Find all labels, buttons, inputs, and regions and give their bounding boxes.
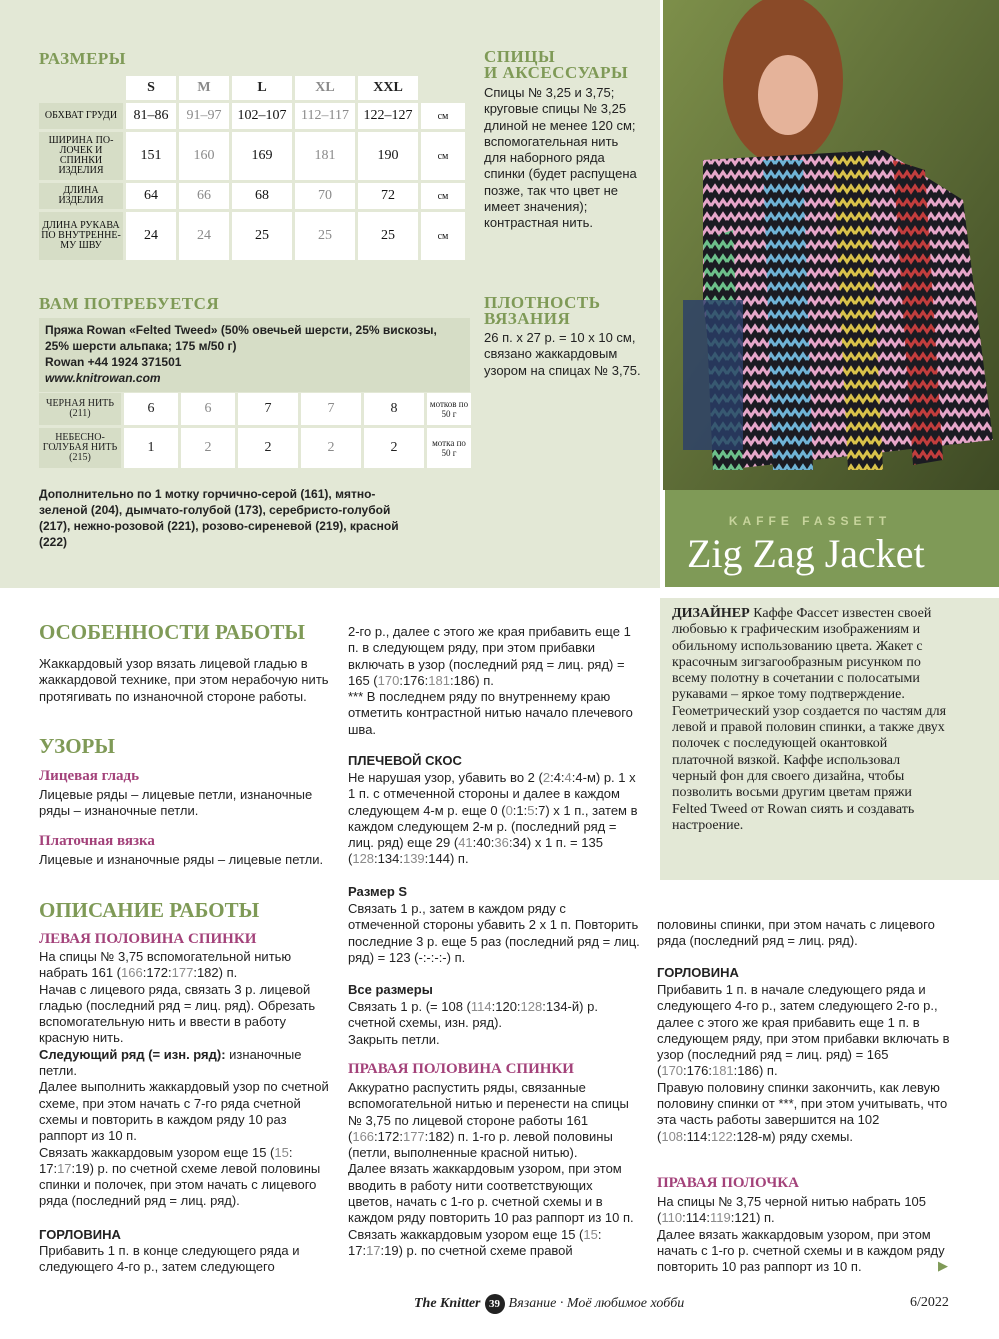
text: 5 — [527, 802, 535, 818]
text: :114: — [683, 1128, 711, 1144]
size-header: M — [179, 76, 229, 100]
cell: 160 — [179, 132, 229, 180]
designer-text — [672, 606, 947, 834]
text: Прибавить 1 п. в начале следующего ряда и следующего 4-го р., затем следующего 2-го р., далее с этого же края прибавить еще 1 п. в следующем ряду, при этом прибавки включать в узор (последний ряд = лиц. ряд) = 165 ( — [657, 982, 950, 1079]
text: Аккуратно распустить ряды, связанные вспомогательной нитью и перенести на спицы № 3,75 по лицевой стороне работы 161 ( — [348, 1080, 629, 1144]
text: :40: — [472, 835, 495, 851]
cell: 102–107 — [232, 103, 292, 129]
row-label: ШИРИНА ПО-ЛОЧЕК И СПИНКИ ИЗДЕЛИЯ — [39, 132, 123, 180]
garter-text: Лицевые и изнаночные ряды – лицевые петли. — [39, 852, 324, 867]
size-s-title: Размер S — [348, 884, 408, 899]
text: 108 — [661, 1128, 684, 1144]
text: Связать жаккардовым узором еще 15 ( — [348, 1226, 584, 1242]
title-box — [665, 490, 999, 587]
text: :19) р. по счетной схеме правой — [380, 1242, 573, 1258]
yarn-phone: Rowan +44 1924 371501 — [45, 355, 182, 369]
magazine-subtitle: Вязание · Моё любимое хобби — [508, 1296, 685, 1311]
text: 15 — [274, 1144, 289, 1160]
cell: 66 — [179, 183, 229, 209]
text: На спицы № 3,75 черной нитью набрать 105 ( — [657, 1194, 927, 1226]
right-back-text — [348, 1080, 640, 1259]
neck-title-right: ГОРЛОВИНА — [657, 965, 739, 980]
text: Не нарушая узор, убавить во 2 ( — [348, 770, 543, 785]
text: 36 — [494, 835, 509, 851]
text: :176: — [399, 672, 429, 688]
page-title: Zig Zag Jacket — [687, 531, 925, 576]
unit-cell: см — [421, 183, 465, 209]
text: 166 — [121, 965, 143, 981]
size-s-text: Связать 1 р., затем в каждом ряду с отмеченной стороны убавить 2 х 1 п. Повторить последние 3 р. еще 5 раз (последний ряд = лиц. ряд) = 123 (-:-:-:-) п. — [348, 901, 640, 965]
text: 177 — [171, 965, 194, 981]
all-sizes-text — [348, 999, 640, 1048]
lb-para3: Далее выполнить жаккардовый узор по счетной схеме, при этом начать с 7-го ряда счетной схемы и повторить в каждом ряду 10 раз раппорт из 10 п. — [39, 1079, 329, 1144]
right-back-title: ПРАВАЯ ПОЛОВИНА СПИНКИ — [348, 1061, 574, 1077]
all-para2: Закрыть петли. — [348, 1031, 440, 1047]
neck-title-left: ГОРЛОВИНА — [39, 1227, 121, 1242]
features-title: ОСОБЕННОСТИ РАБОТЫ — [39, 620, 306, 644]
unit-cell: см — [421, 132, 465, 180]
text: :121) п. — [730, 1210, 775, 1226]
yarn-info-box — [39, 318, 470, 392]
text: :186) п. — [449, 672, 494, 688]
col2-para2: *** В последнем ряду по внутреннему краю отметить контрастной нитью начало плечевого шва. — [348, 689, 633, 737]
cell: 25 — [232, 212, 292, 260]
cell: 181 — [295, 132, 355, 180]
row-label: ДЛИНА РУКАВА ПО ВНУТРЕННЕ-МУ ШВУ — [39, 212, 123, 260]
cell: 68 — [232, 183, 292, 209]
cell: 122–127 — [358, 103, 418, 129]
rb-para2: Далее вязать жаккардовым узором, при этом вводить в работу нити соответствующих цветов, начать с 1-го р. счетной схемы и в каждом ряду повторить 10 раз раппорт из 10 п. — [348, 1161, 634, 1226]
neck-text-right — [657, 982, 955, 1145]
lb-para1 — [39, 949, 334, 982]
gauge-text: 26 п. х 27 р. = 10 х 10 см, связано жаккардовым узором на спицах № 3,75. — [484, 330, 641, 378]
text: Правую половину спинки закончить, как левую половину спинки от ***, при этом учитывать, что эта часть работы завершится на 102 ( — [657, 1079, 948, 1144]
text: :114: — [682, 1210, 711, 1226]
cell: 64 — [126, 183, 176, 209]
size-header: S — [126, 76, 176, 100]
text: 122 — [711, 1128, 733, 1144]
text: :7) х 1 п., затем в каждом следующем 2-м р. (последний ряд = лиц. ряд) еще 29 ( — [348, 802, 638, 851]
sizes-title: РАЗМЕРЫ — [39, 49, 126, 68]
cell: 91–97 — [179, 103, 229, 129]
left-back-text — [39, 949, 334, 1210]
text: : 17: — [39, 1144, 293, 1176]
text: :134: — [374, 851, 403, 867]
unit-cell: мотков по 50 г — [427, 393, 471, 425]
text: :186) п. — [733, 1063, 778, 1079]
yarn-description: Пряжа Rowan «Felted Tweed» (50% овечьей шерсти, 25% вискозы, 25% шерсти альпака; 175 м/50 г) — [45, 323, 437, 353]
col2-para1 — [348, 624, 640, 689]
issue-number: 6/2022 — [910, 1295, 949, 1310]
right-front-title: ПРАВАЯ ПОЛОЧКА — [657, 1175, 799, 1191]
yarn-table — [36, 390, 474, 471]
materials-title: ВАМ ПОТРЕБУЕТСЯ — [39, 294, 220, 313]
patterns-title: УЗОРЫ — [39, 734, 116, 758]
text: :144) п. — [424, 851, 469, 867]
cell: 2 — [301, 428, 361, 468]
description-title: ОПИСАНИЕ РАБОТЫ — [39, 898, 260, 922]
row-label: ДЛИНА ИЗДЕЛИЯ — [39, 183, 123, 209]
text: 170 — [377, 672, 400, 688]
garter-title: Платочная вязка — [39, 833, 155, 849]
designer-label: ДИЗАЙНЕР — [672, 606, 750, 621]
left-back-title: ЛЕВАЯ ПОЛОВИНА СПИНКИ — [39, 931, 257, 947]
shoulder-title: ПЛЕЧЕВОЙ СКОС — [348, 753, 462, 768]
neck-right-para2 — [657, 1080, 955, 1145]
cell: 24 — [126, 212, 176, 260]
cell: 25 — [358, 212, 418, 260]
cell: 169 — [232, 132, 292, 180]
lb-next-row — [39, 1047, 334, 1080]
text: 128 — [520, 999, 543, 1014]
rf-para1 — [657, 1194, 955, 1227]
cell: 24 — [179, 212, 229, 260]
cell: 190 — [358, 132, 418, 180]
jacket-illustration — [663, 0, 999, 490]
text: 2 — [542, 770, 551, 785]
needles-text: Спицы № 3,25 и 3,75; круговые спицы № 3,25 длиной не менее 120 см; вспомогательная нить для наборного ряда спинки (будет распущена позже, так что цвет не имеет значения); контрастная нить. — [484, 85, 637, 231]
text: 4 — [564, 770, 572, 785]
text: :4: — [550, 770, 565, 785]
text: :1: — [512, 802, 528, 818]
extra-yarns: Дополнительно по 1 мотку горчично-серой (161), мятно-зеленой (204), дымчато-голубой (173), серебристо-голубой (217), нежно-розовой (221), розово-сиреневой (219), красной (222) — [39, 487, 399, 549]
designer-box — [660, 598, 999, 880]
col2-text-top — [348, 624, 640, 738]
lb-next-text: изнаночные петли. — [39, 1046, 302, 1079]
text: 177 — [402, 1128, 425, 1144]
neck-right-para1 — [657, 982, 955, 1080]
cell: 2 — [364, 428, 424, 468]
text: :128-м) ряду схемы. — [732, 1128, 854, 1144]
text: :182) п. 1-го р. левой половины (петли, выполненные красной нитью). — [348, 1128, 613, 1161]
rf-para2: Далее вязать жаккардовым узором, при этом начать с 1-го р. счетной схемы и в каждом ряду повторить 10 раз раппорт из 10 п. — [657, 1226, 945, 1275]
gauge-title-line2: ВЯЗАНИЯ — [484, 309, 571, 328]
footer — [414, 1294, 684, 1314]
text: 15 — [583, 1226, 598, 1242]
all-para1 — [348, 999, 640, 1032]
cell: 81–86 — [126, 103, 176, 129]
text: 110 — [661, 1210, 683, 1226]
neck-text-left: Прибавить 1 п. в конце следующего ряда и следующего 4-го р., затем следующего — [39, 1243, 300, 1275]
gauge-title — [484, 295, 600, 327]
size-header: XL — [295, 76, 355, 100]
cell: 1 — [124, 428, 178, 468]
needles-title-line2: И АКСЕССУАРЫ — [484, 63, 629, 82]
gauge-title-line1: ПЛОТНОСТЬ — [484, 293, 601, 312]
lb-para2: Начав с лицевого ряда, связать 3 р. лицевой гладью (последний ряд = лиц. ряд). Обрезать вспомогательную нить и ввести в работу красную нить. — [39, 981, 316, 1046]
shoulder-text — [348, 770, 640, 868]
text: 114 — [470, 999, 492, 1014]
text: На спицы № 3,75 вспомогательной нитью набрать 161 ( — [39, 949, 292, 981]
page-number: 39 — [485, 1294, 505, 1314]
sizes-table — [36, 73, 468, 263]
unit-cell: см — [421, 103, 465, 129]
unit-cell: мотка по 50 г — [427, 428, 471, 468]
yarn-website: www.knitrowan.com — [45, 371, 161, 385]
designer-name: KAFFE FASSETT — [728, 514, 892, 528]
text: Связать 1 р. (= 108 ( — [348, 999, 471, 1014]
text: :4-м) р. 1 х 1 п. с отмеченной стороны и далее в каждом следующем 4-м р. еще 0 ( — [348, 770, 636, 818]
cell: 6 — [124, 393, 178, 425]
yarn-row-label: ЧЕРНАЯ НИТЬ (211) — [39, 393, 121, 425]
text: :120: — [491, 999, 521, 1014]
text: 17 — [366, 1242, 381, 1258]
text: 166 — [352, 1128, 375, 1144]
stockinette-title: Лицевая гладь — [39, 768, 140, 784]
cell: 151 — [126, 132, 176, 180]
text: 2-го р., далее с этого же края прибавить еще 1 п. в следующем ряду, при этом прибавки включать в узор (последний ряд = лиц. ряд) = 165 ( — [348, 624, 631, 688]
text: :19) р. по счетной схеме левой половины спинки и полочек, при этом начать с лицевого ряда (последний ряд = лиц. ряд). — [39, 1160, 321, 1209]
lb-para4 — [39, 1145, 334, 1210]
text: 0 — [505, 802, 513, 818]
model-photo — [663, 0, 999, 490]
text: :176: — [683, 1063, 712, 1079]
text: 139 — [402, 851, 425, 867]
cell: 7 — [238, 393, 298, 425]
text: :34) х 1 п. = 135 ( — [348, 835, 603, 867]
text: 181 — [428, 672, 450, 688]
text: 41 — [458, 835, 473, 851]
cell: 25 — [295, 212, 355, 260]
all-sizes-title: Все размеры — [348, 982, 433, 997]
right-front-text — [657, 1194, 955, 1275]
cell: 7 — [301, 393, 361, 425]
cell: 8 — [364, 393, 424, 425]
cell: 72 — [358, 183, 418, 209]
cell: 6 — [181, 393, 235, 425]
yarn-row-label: НЕБЕСНО-ГОЛУБАЯ НИТЬ (215) — [39, 428, 121, 468]
magazine-name: The Knitter — [414, 1296, 481, 1311]
size-header: L — [232, 76, 292, 100]
stockinette-text: Лицевые ряды – лицевые петли, изнаночные ряды – изнаночные петли. — [39, 787, 313, 819]
size-header: XXL — [358, 76, 418, 100]
text: 119 — [710, 1210, 731, 1226]
features-text: Жаккардовый узор вязать лицевой гладью в жаккардовой технике, при этом нерабочую нить протягивать по изнаночной стороне работы. — [39, 656, 329, 704]
col3-para1: половины спинки, при этом начать с лицевого ряда (последний ряд = лиц. ряд). — [657, 917, 935, 949]
rb-para3 — [348, 1227, 640, 1260]
cell: 112–117 — [295, 103, 355, 129]
text: : 17: — [348, 1226, 602, 1258]
continue-arrow-icon: ▶ — [938, 1258, 948, 1273]
needles-title-line1: СПИЦЫ — [484, 47, 556, 66]
text: 181 — [711, 1063, 734, 1079]
text: :134-й) р. счетной схемы, изн. ряд). — [348, 999, 598, 1031]
row-label: ОБХВАТ ГРУДИ — [39, 103, 123, 129]
needles-title — [484, 49, 628, 81]
unit-cell: см — [421, 212, 465, 260]
cell: 70 — [295, 183, 355, 209]
text: :172: — [142, 965, 172, 981]
text: Связать жаккардовым узором еще 15 ( — [39, 1144, 275, 1160]
cell: 2 — [181, 428, 235, 468]
rb-para1 — [348, 1080, 640, 1161]
text: 170 — [661, 1063, 684, 1079]
designer-body: Каффе Фассет известен своей любовью к графическим изображениям и обильному использованию цвета. Жакет с красочным зигзагообразным рисунком по всему полотну в сочетании с полосатыми рукавами – яркое тому подтверждение. Геометрический узор создается по частям для левой и правой половин спинки, а также двух полочек с последующей окантовкой платочной вязкой. Каффе использовал черный фон для своего дизайна, чтобы позволить восьми другим цветам пряжи Felted Tweed от Rowan сиять и создавать настроение. — [672, 606, 947, 833]
text: 128 — [352, 851, 375, 867]
text: 17 — [57, 1160, 72, 1176]
cell: 2 — [238, 428, 298, 468]
text: :172: — [374, 1128, 403, 1144]
lb-next-bold: Следующий ряд (= изн. ряд): — [39, 1046, 226, 1062]
text: :182) п. — [193, 965, 238, 981]
